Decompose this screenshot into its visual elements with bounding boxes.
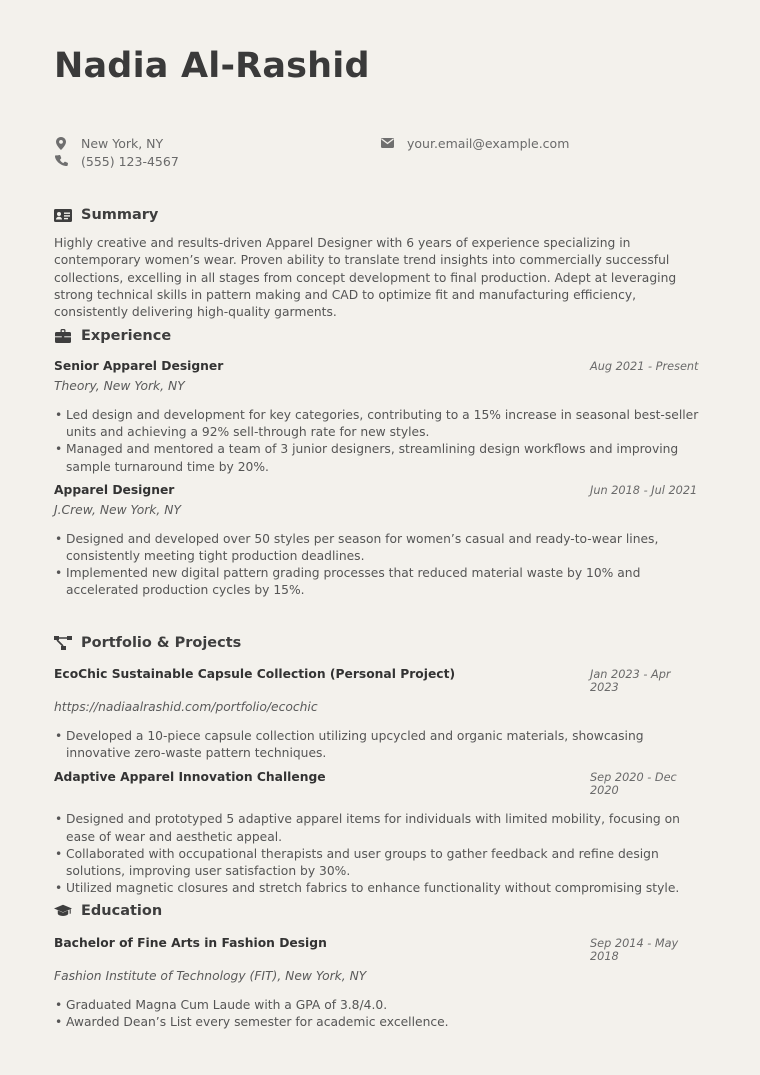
education-item-header: [54, 936, 702, 963]
envelope-icon: [380, 138, 394, 148]
experience-item-header: [54, 359, 702, 373]
contact-email: [380, 134, 569, 152]
summary-heading-text: Summary: [81, 207, 159, 223]
contact-left: [54, 134, 179, 170]
contact-phone: [54, 152, 179, 170]
phone-text: (555) 123-4567: [81, 153, 179, 169]
project-title: Adaptive Apparel Innovation Challenge: [54, 770, 326, 785]
education-item: [54, 936, 702, 1031]
email-link[interactable]: your.email@example.com: [407, 135, 570, 151]
experience-heading-text: Experience: [81, 328, 172, 344]
summary-section: [54, 205, 702, 321]
contact-location: [54, 134, 179, 152]
job-org: J.Crew, New York, NY: [54, 502, 181, 517]
experience-item: [54, 359, 702, 476]
project-date: Jan 2023 - Apr 2023: [590, 668, 671, 694]
briefcase-icon: [54, 329, 72, 343]
project-item: [54, 667, 702, 762]
list-item: • Implemented new digital pattern grading processes that reduced material waste by 10% and accelerated production cycles by 15%.: [54, 565, 702, 599]
list-item: • Designed and prototyped 5 adaptive apparel items for individuals with limited mobility, focusing on ease of wear and aesthetic appeal.: [54, 811, 702, 845]
experience-item-header: [54, 483, 702, 497]
summary-text: Highly creative and results-driven Apparel Designer with 6 years of experience specializing in contemporary women’s wear. Proven ability to translate trend insights into commercially successful collections, excelling in all stages from concept development to final production. Adept at leveraging strong technical skills in pattern making and CAD to optimize fit and manufacturing efficiency, consistently delivering high-quality garments.: [54, 236, 677, 320]
graduation-cap-icon: [54, 904, 72, 918]
list-item: • Utilized magnetic closures and stretch fabrics to enhance functionality without compromising style.: [54, 880, 702, 897]
school-name: Fashion Institute of Technology (FIT), New York, NY: [54, 969, 367, 983]
list-item: • Designed and developed over 50 styles per season for women’s casual and ready-to-wear lines, consistently meeting tight production deadlines.: [54, 531, 702, 565]
education-heading: [54, 901, 702, 921]
education-section: [54, 901, 702, 1031]
job-bullets: [54, 531, 702, 600]
phone-icon: [54, 155, 68, 168]
job-bullets: [54, 407, 702, 476]
degree-title: Bachelor of Fine Arts in Fashion Design: [54, 936, 327, 950]
job-org: Theory, New York, NY: [54, 379, 185, 393]
location-text: New York, NY: [81, 135, 164, 151]
experience-heading: [54, 326, 702, 346]
job-date: Aug 2021 - Present: [590, 360, 699, 373]
education-bullets: [54, 997, 702, 1031]
project-diagram-icon: [54, 636, 72, 650]
job-title: Senior Apparel Designer: [54, 359, 224, 373]
list-item: • Awarded Dean’s List every semester for academic excellence.: [54, 1014, 702, 1031]
portfolio-heading-text: Portfolio & Projects: [81, 635, 242, 651]
project-link[interactable]: https://nadiaalrashid.com/portfolio/ecochic: [54, 700, 318, 714]
project-title: EcoChic Sustainable Capsule Collection (Personal Project): [54, 667, 456, 681]
education-heading-text: Education: [81, 903, 163, 919]
list-item: • Led design and development for key categories, contributing to a 15% increase in seasonal best-seller units and achieving a 92% sell-through rate for new styles.: [54, 407, 702, 441]
experience-section: [54, 326, 702, 600]
list-item: • Developed a 10-piece capsule collection utilizing upcycled and organic materials, showcasing innovative zero-waste pattern techniques.: [54, 728, 702, 762]
portfolio-heading: [54, 633, 702, 653]
portfolio-section: [54, 633, 702, 897]
contact-right: [380, 134, 569, 152]
summary-heading: [54, 205, 702, 225]
project-item-header: [54, 667, 702, 694]
experience-item: [54, 483, 702, 600]
project-item: [54, 770, 702, 897]
list-item: • Graduated Magna Cum Laude with a GPA of 3.8/4.0.: [54, 997, 702, 1014]
job-title: Apparel Designer: [54, 482, 175, 497]
project-item-header: [54, 770, 702, 797]
id-card-icon: [54, 209, 72, 222]
job-date: Jun 2018 - Jul 2021: [590, 483, 698, 497]
list-item: • Collaborated with occupational therapists and user groups to gather feedback and refine design solutions, improving user satisfaction by 30%.: [54, 846, 702, 880]
candidate-name: Nadia Al-Rashid: [54, 46, 370, 86]
map-marker-icon: [54, 137, 68, 150]
project-date: Sep 2020 - Dec 2020: [590, 771, 677, 798]
degree-date: Sep 2014 - May 2018: [590, 937, 679, 963]
project-bullets: [54, 811, 702, 897]
project-bullets: [54, 728, 702, 762]
list-item: • Managed and mentored a team of 3 junior designers, streamlining design workflows and improving sample turnaround time by 20%.: [54, 441, 702, 475]
